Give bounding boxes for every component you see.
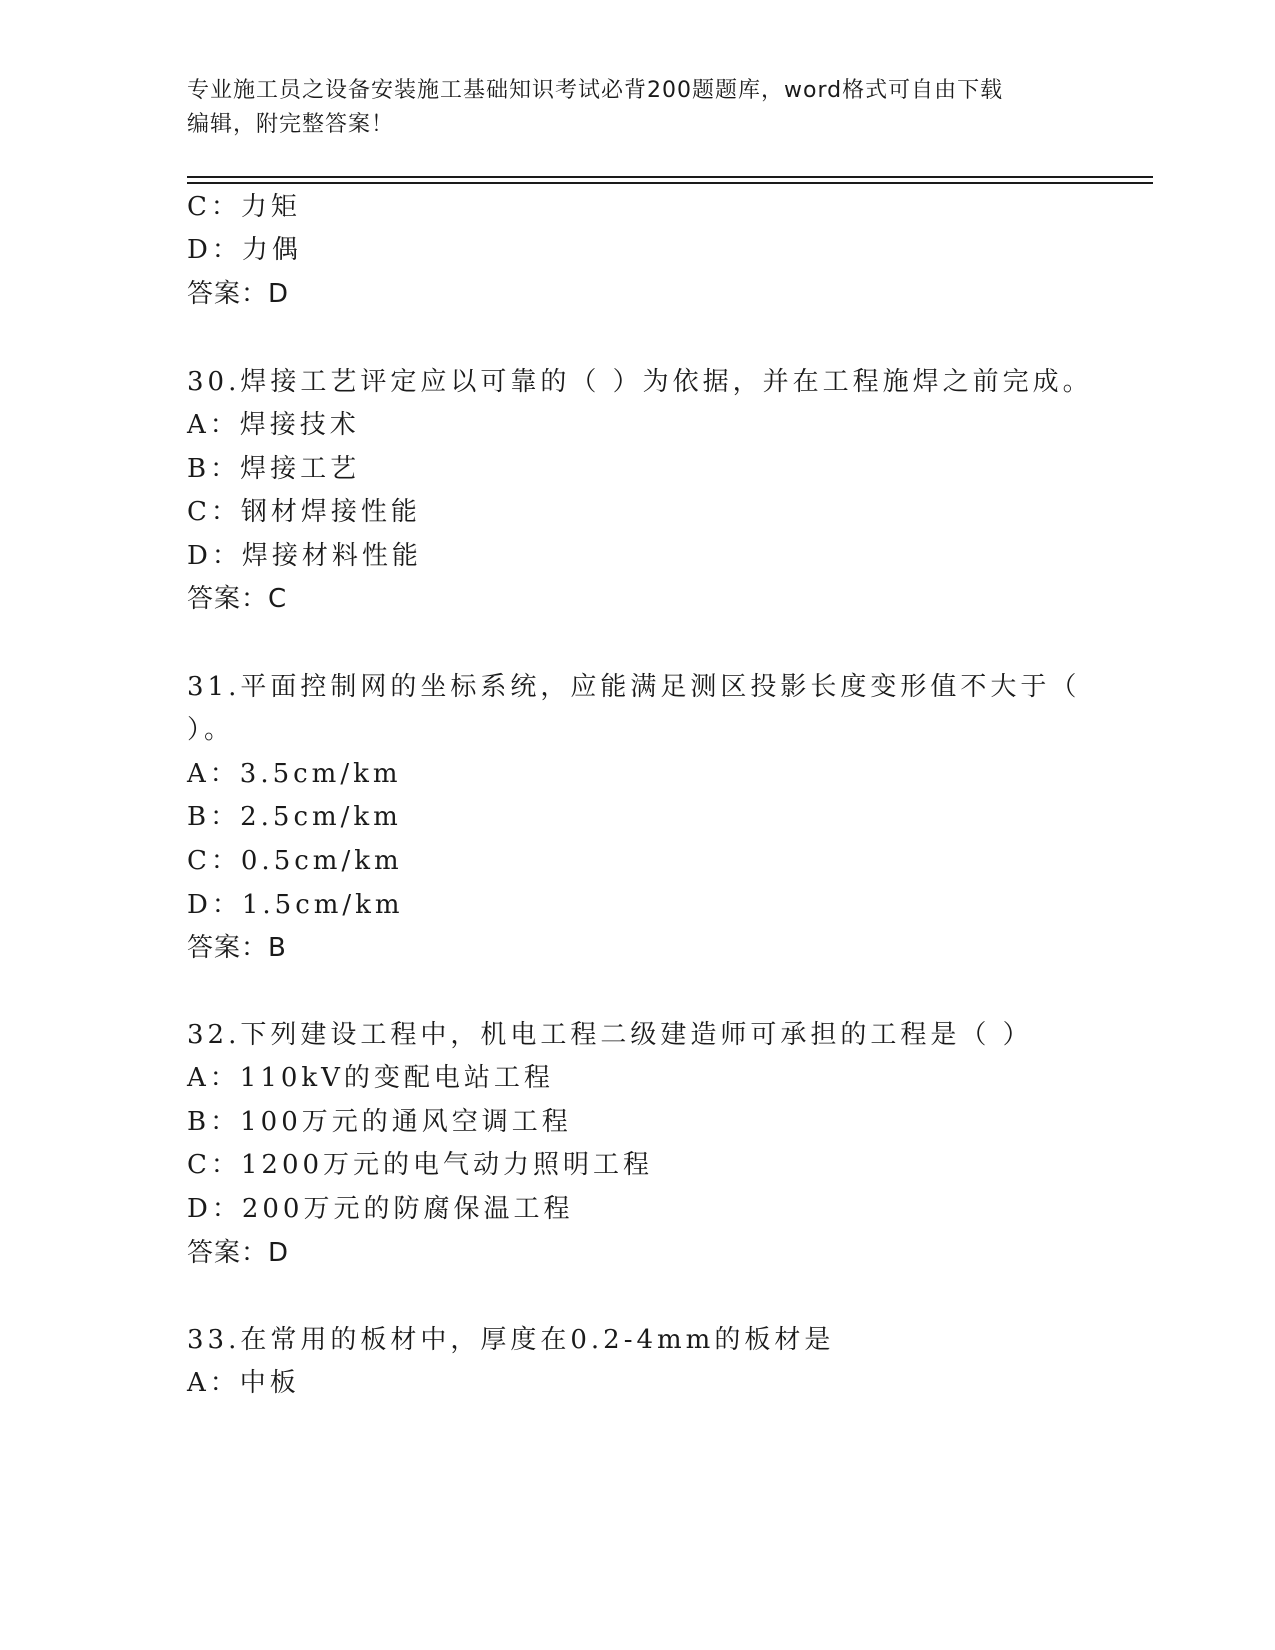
question-30-text: 30.焊接工艺评定应以可靠的（ ）为依据，并在工程施焊之前完成。 xyxy=(187,367,1093,397)
question-30-option-b: B：焊接工艺 xyxy=(187,454,361,484)
question-32-option-d: D：200万元的防腐保温工程 xyxy=(187,1194,574,1224)
question-32-option-a: A：110kV的变配电站工程 xyxy=(187,1063,554,1093)
prev-option-d: D：力偶 xyxy=(187,235,302,265)
question-31-option-b: B：2.5cm/km xyxy=(187,802,402,832)
question-30-option-a: A：焊接技术 xyxy=(187,410,360,440)
question-31-text-line1: 31.平面控制网的坐标系统，应能满足测区投影长度变形值不大于（ xyxy=(187,672,1081,702)
header-divider-top xyxy=(187,176,1153,178)
prev-option-c: C：力矩 xyxy=(187,192,301,222)
document-header xyxy=(187,74,1087,142)
question-31-option-d: D：1.5cm/km xyxy=(187,890,404,920)
question-32-text: 32.下列建设工程中，机电工程二级建造师可承担的工程是（ ） xyxy=(187,1020,1033,1050)
question-33-option-a: A：中板 xyxy=(187,1368,300,1398)
question-31-option-c: C：0.5cm/km xyxy=(187,846,403,876)
prev-answer: 答案：D xyxy=(187,279,290,309)
question-30-option-d: D：焊接材料性能 xyxy=(187,541,422,571)
header-title-line2: 编辑，附完整答案！ xyxy=(187,112,395,137)
question-31-option-a: A：3.5cm/km xyxy=(187,759,402,789)
question-30-answer: 答案：C xyxy=(187,584,288,614)
question-32-option-b: B：100万元的通风空调工程 xyxy=(187,1107,572,1137)
question-32-answer: 答案：D xyxy=(187,1238,290,1268)
header-divider-bottom xyxy=(187,182,1153,184)
question-33-text: 33.在常用的板材中，厚度在0.2-4mm的板材是 xyxy=(187,1325,835,1355)
question-32-option-c: C：1200万元的电气动力照明工程 xyxy=(187,1150,654,1180)
question-31-answer: 答案：B xyxy=(187,933,287,963)
header-title-line1: 专业施工员之设备安装施工基础知识考试必背200题题库，word格式可自由下载 xyxy=(187,78,1004,103)
question-30-option-c: C：钢材焊接性能 xyxy=(187,497,421,527)
question-31-text-line2: ）。 xyxy=(187,715,235,745)
